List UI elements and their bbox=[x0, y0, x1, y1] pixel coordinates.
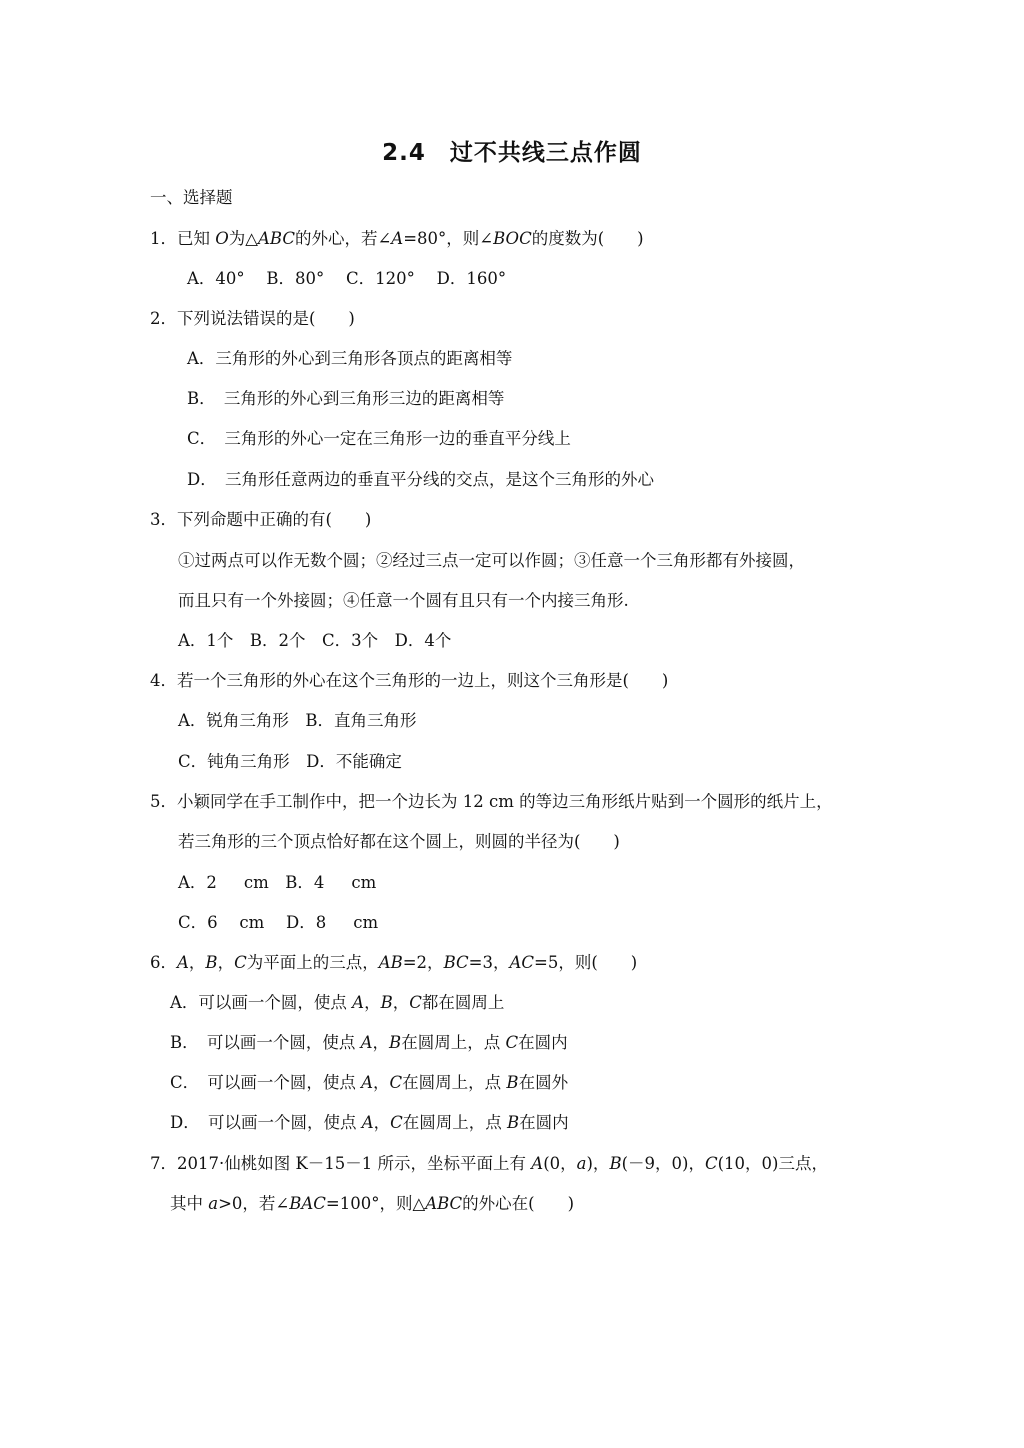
question-4-options-2: C．钝角三角形 D．不能确定 bbox=[178, 752, 402, 771]
question-2-stem: 2．下列说法错误的是( ) bbox=[150, 309, 355, 328]
question-1-stem: 1．已知 O为△ABC的外心，若∠A=80°，则∠BOC的度数为( ) bbox=[150, 229, 644, 248]
question-5-options-2: C．6 cm D．8 cm bbox=[178, 913, 379, 932]
section-heading: 一、选择题 bbox=[150, 188, 233, 207]
question-2-option-d: D． 三角形任意两边的垂直平分线的交点，是这个三角形的外心 bbox=[187, 470, 654, 489]
page-title: 2.4 过不共线三点作圆 bbox=[382, 140, 642, 166]
question-2-option-a: A．三角形的外心到三角形各顶点的距离相等 bbox=[187, 349, 513, 368]
question-6-option-b: B． 可以画一个圆，使点 A，B在圆周上，点 C在圆内 bbox=[170, 1033, 568, 1052]
question-5-line-1: 5．小颖同学在手工制作中，把一个边长为 12 cm 的等边三角形纸片贴到一个圆形的纸片上， bbox=[150, 792, 833, 811]
question-6-option-a: A．可以画一个圆，使点 A，B，C都在圆周上 bbox=[170, 993, 505, 1012]
question-7-line-1: 7．2017·仙桃如图 K－15－1 所示，坐标平面上有 A(0，a)，B(－9，0)，C(10，0)三点， bbox=[150, 1154, 828, 1173]
question-7-line-2: 其中 a>0，若∠BAC=100°，则△ABC的外心在( ) bbox=[170, 1194, 575, 1213]
question-6-stem: 6．A，B，C为平面上的三点，AB=2，BC=3，AC=5，则( ) bbox=[150, 953, 638, 972]
question-3-stem: 3．下列命题中正确的有( ) bbox=[150, 510, 372, 529]
question-4-options-1: A．锐角三角形 B．直角三角形 bbox=[178, 711, 417, 730]
question-5-line-2: 若三角形的三个顶点恰好都在这个圆上，则圆的半径为( ) bbox=[178, 832, 620, 851]
question-4-stem: 4．若一个三角形的外心在这个三角形的一边上，则这个三角形是( ) bbox=[150, 671, 669, 690]
question-1-options: A．40° B．80° C．120° D．160° bbox=[187, 269, 507, 288]
question-3-line-2: 而且只有一个外接圆；④任意一个圆有且只有一个内接三角形. bbox=[178, 591, 629, 610]
question-3-options: A．1个 B．2个 C．3个 D．4个 bbox=[178, 631, 452, 650]
question-3-line-1: ①过两点可以作无数个圆；②经过三点一定可以作圆；③任意一个三角形都有外接圆， bbox=[178, 551, 805, 570]
question-6-option-d: D． 可以画一个圆，使点 A，C在圆周上，点 B在圆内 bbox=[170, 1113, 569, 1132]
question-2-option-c: C． 三角形的外心一定在三角形一边的垂直平分线上 bbox=[187, 429, 571, 448]
question-5-options-1: A．2 cm B．4 cm bbox=[178, 873, 377, 892]
question-6-option-c: C． 可以画一个圆，使点 A，C在圆周上，点 B在圆外 bbox=[170, 1073, 569, 1092]
question-2-option-b: B． 三角形的外心到三角形三边的距离相等 bbox=[187, 389, 505, 408]
